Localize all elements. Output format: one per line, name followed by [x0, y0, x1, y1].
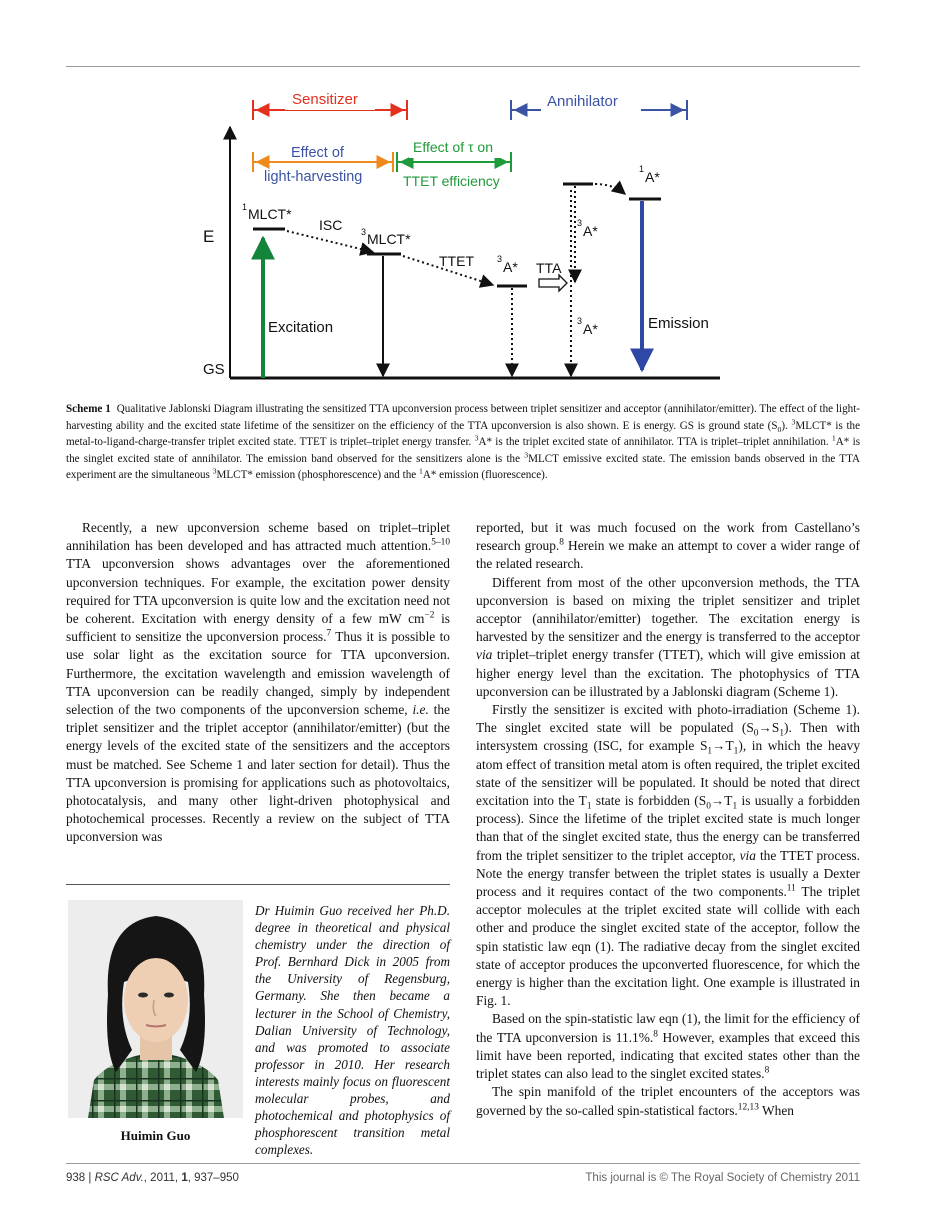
- paragraph: Based on the spin-statistic law eqn (1), the limit for the efficiency of the TTA upconversion is 11.1%.$^8$ However, examples that exceed this limit have been reported, indicating that excited states other than the triplet states can also lead to the singlet excited states.$^8$: [476, 1011, 860, 1082]
- author-bio: Dr Huimin Guo received her Ph.D. degree in theoretical and physical chemistry under the direction of Prof. Bernhard Dick in 2005 from the University of Regensburg, Germany. She then became a lecturer in the School of Chemistry, Dalian University of Technology, and was promoted to associate professor in 2010. Her research interests mainly focus on fluorescent molecular probes, and photochemical and photophysics of phosphorescent transition metal complexes.: [255, 903, 450, 1158]
- ground-state-label: GS: [203, 361, 225, 378]
- paragraph: Different from most of the other upconversion methods, the TTA upconversion is based on mixing the triplet sensitizer and triplet acceptor (annihilator/emitter) together. The excitation energy is harvested by the sensitizer and the energy is transferred to the acceptor via triplet–triplet energy transfer (TTET), which will give emission at higher energy level than the excitation. The photophysics of TTA upconversion can be illustrated by a Jablonski diagram (Scheme 1).: [476, 574, 860, 699]
- singlet-formation-arrow: [595, 184, 625, 194]
- citation[interactable]: 5–10: [431, 537, 450, 548]
- a3-upper-label: A*: [583, 223, 598, 239]
- isc-label: ISC: [319, 217, 343, 233]
- left-column: [66, 519, 450, 847]
- sensitizer-label: Sensitizer: [292, 91, 358, 108]
- svg-text:3: 3: [497, 254, 503, 264]
- author-photo: [68, 900, 243, 1118]
- caption-label: Scheme 1: [66, 403, 111, 415]
- citation[interactable]: 8: [559, 537, 564, 548]
- effect-tau-line2: TTET efficiency: [403, 173, 500, 189]
- a3-bottom-label: A*: [583, 321, 598, 337]
- paragraph: The spin manifold of the triplet encounters of the acceptors was governed by the so-called spin-statistical factors.$^{12,13}$ When: [476, 1084, 860, 1118]
- bio-divider: [66, 884, 450, 885]
- svg-text:1: 1: [242, 202, 248, 212]
- citation[interactable]: 8: [653, 1029, 658, 1040]
- paragraph: reported, but it was much focused on the work from Castellano’s research group.$^8$ Herein we make an attempt to cover a wider range of the related research.: [476, 520, 860, 572]
- footer-copyright: This journal is © The Royal Society of Chemistry 2011: [585, 1172, 860, 1184]
- mlct1-label: MLCT*: [248, 206, 292, 222]
- paragraph: Firstly the sensitizer is excited with photo-irradiation (Scheme 1). The singlet excited state will be populated $(S_0\to S_1)$. Then with intersystem crossing (ISC, for example $S_1\to T_1$), in which the heavy atom effect of transition metal atom is often required, the triplet excited state of the sensitizer will be populated. It should be noted that direct excitation into the $T_1$ state is forbidden ($S_0\to T_1$ is usually a forbidden process). Since the lifetime of the triplet excited state is much longer than that of the singlet excited state, thus the energy can be transferred from the triplet sensitizer to the triplet acceptor, via the TTET process. Note the energy transfer between the triplet states is usually a Dexter process and it requires contact of the two components.$^{11}$ The triplet acceptor molecules at the triplet excited state will collide with each other and produce the singlet excited state of the acceptor, follow the spin statistic law eqn (1). The radiative decay from the singlet excited state of acceptor produces the upconverted fluorescence, for which the energy is higher than the excitation light. One example is illustrated in Fig. 1.: [476, 702, 861, 1009]
- effect-tau-line1: Effect of τ on: [413, 139, 493, 155]
- author-name: Huimin Guo: [120, 1128, 191, 1143]
- header-rule: [66, 66, 860, 67]
- jablonski-diagram: [195, 80, 725, 385]
- right-column: [476, 519, 860, 1120]
- footer-citation: 938 | RSC Adv., 2011, 1, 937–950: [66, 1172, 239, 1184]
- tta-label: TTA: [536, 260, 562, 276]
- svg-text:3: 3: [361, 227, 367, 237]
- effect-lh-line2: light-harvesting: [264, 169, 363, 185]
- svg-text:3: 3: [577, 316, 583, 326]
- emission-label: Emission: [648, 315, 709, 332]
- a1-label: A*: [645, 169, 660, 185]
- scheme-caption: Scheme 1 Qualitative Jablonski Diagram illustrating the sensitized TTA upconversion process between triplet sensitizer and acceptor (annihilator/emitter). The effect of the light-harvesting ability and the excited state lifetime of the sensitizer on the efficiency of the TTA upconversion is also shown. E is energy. GS is ground state $(S_0)$. $^3$MLCT* is the metal-to-ligand-charge-transfer triplet excited state. TTET is triplet–triplet energy transfer. $^3$A* is the triplet excited state of annihilator. TTA is triplet–triplet annihilation. $^1$A* is the singlet excited state of annihilator. The emission band observed for the sensitizers alone is the $^3$MLCT emissive excited state. The emission bands observed in the TTA experiment are the simultaneous $^3$MLCT* emission (phosphorescence) and the $^1$A* emission (fluorescence).: [66, 403, 861, 481]
- mlct3-label: MLCT*: [367, 231, 411, 247]
- paragraph: Recently, a new upconversion scheme based on triplet–triplet annihilation has been developed and has attracted much attention.$^{5-10}$ TTA upconversion shows advantages over the aforementioned upconversion techniques. For example, the excitation power density required for TTA upconversion is quite low and the excitation need not be coherent. Excitation with energy density of a few mW $cm^{-2}$ is sufficient to sensitize the upconversion process.$^7$ Thus it is possible to use solar light as the excitation source for TTA upconversion. Furthermore, the excitation wavelength and emission wavelength of TTA upconversion can be readily changed, simply by independent selection of the two components of the upconversion scheme, i.e. the triplet sensitizer and the triplet acceptor (annihilator/emitter) (but the energy levels of the excited state of the sensitizers and the acceptors must be matched. See Scheme 1 and later section for detail). Thus the TTA upconversion is promising for applications such as photovoltaics, photocatalysis, and many other light-driven photophysical and photochemical processes. Recently a review on the subject of TTA upconversion was: [66, 520, 450, 845]
- citation[interactable]: 7: [326, 628, 332, 639]
- a3-label: A*: [503, 259, 518, 275]
- excitation-label: Excitation: [268, 319, 334, 336]
- axis-label-e: E: [203, 227, 215, 246]
- ttet-label: TTET: [439, 253, 474, 269]
- footer-rule: [66, 1163, 860, 1164]
- svg-text:3: 3: [577, 218, 583, 228]
- annihilator-label: Annihilator: [547, 93, 618, 110]
- tta-arrow: [539, 275, 567, 291]
- citation[interactable]: 8: [764, 1065, 770, 1076]
- citation[interactable]: 11: [786, 883, 796, 894]
- svg-text:1: 1: [639, 164, 645, 174]
- effect-lh-line1: Effect of: [291, 145, 344, 161]
- citation[interactable]: 12,13: [737, 1102, 759, 1113]
